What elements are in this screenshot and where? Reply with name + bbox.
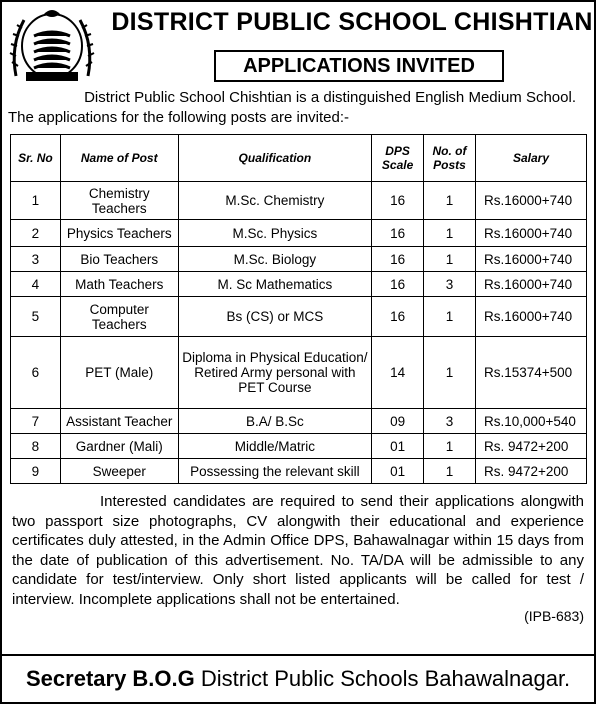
cell-qualification: Diploma in Physical Education/ Retired Army personal with PET Course: [178, 337, 372, 409]
cell-posts: 1: [424, 459, 476, 484]
cell-salary: Rs.16000+740: [475, 247, 586, 272]
table-row: [11, 272, 587, 297]
cell-scale: 09: [372, 409, 424, 434]
footer-secretary: Secretary B.O.G: [26, 666, 195, 691]
cell-salary: Rs.16000+740: [475, 182, 586, 220]
cell-sr: 4: [11, 272, 61, 297]
cell-qualification: M.Sc. Biology: [178, 247, 372, 272]
cell-sr: 2: [11, 220, 61, 247]
cell-salary: Rs.16000+740: [475, 297, 586, 337]
col-post: Name of Post: [60, 135, 178, 182]
cell-qualification: Possessing the relevant skill: [178, 459, 372, 484]
cell-post: Gardner (Mali): [60, 434, 178, 459]
posts-table: [10, 134, 587, 484]
cell-qualification: Bs (CS) or MCS: [178, 297, 372, 337]
cell-salary: Rs.10,000+540: [475, 409, 586, 434]
cell-posts: 1: [424, 182, 476, 220]
subtitle: APPLICATIONS INVITED: [214, 50, 504, 82]
page-title: DISTRICT PUBLIC SCHOOL CHISHTIAN: [111, 8, 593, 36]
cell-qualification: Middle/Matric: [178, 434, 372, 459]
cell-sr: 7: [11, 409, 61, 434]
cell-posts: 3: [424, 272, 476, 297]
cell-sr: 3: [11, 247, 61, 272]
cell-scale: 01: [372, 459, 424, 484]
header: [2, 2, 594, 88]
col-sr: Sr. No: [11, 135, 61, 182]
cell-qualification: M. Sc Mathematics: [178, 272, 372, 297]
instructions-text: Interested candidates are required to send their applications alongwith two passport size photographs, CV alongwith their educational and experience certificates duly attested, in the Admin Office DPS, Bahawalnagar within 15 days from the date of publication of this advertisement. No. TA/DA will be admissible to any candidate for test/interview. Only short listed applicants will be called for test / interview. Incomplete applications shall not be entertained.: [12, 493, 584, 608]
cell-posts: 1: [424, 434, 476, 459]
table-row: [11, 297, 587, 337]
cell-post: PET (Male): [60, 337, 178, 409]
cell-scale: 16: [372, 182, 424, 220]
cell-salary: Rs.16000+740: [475, 220, 586, 247]
cell-sr: 1: [11, 182, 61, 220]
col-scale: DPS Scale: [372, 135, 424, 182]
footer-organization: District Public Schools Bahawalnagar.: [200, 666, 571, 691]
intro: [2, 88, 594, 128]
table-row: [11, 247, 587, 272]
cell-salary: Rs.15374+500: [475, 337, 586, 409]
cell-post: Sweeper: [60, 459, 178, 484]
cell-posts: 1: [424, 337, 476, 409]
cell-salary: Rs. 9472+200: [475, 434, 586, 459]
cell-post: Chemistry Teachers: [60, 182, 178, 220]
cell-qualification: M.Sc. Chemistry: [178, 182, 372, 220]
table-row: [11, 337, 587, 409]
cell-post: Math Teachers: [60, 272, 178, 297]
cell-post: Physics Teachers: [60, 220, 178, 247]
table-row: [11, 459, 587, 484]
cell-qualification: B.A/ B.Sc: [178, 409, 372, 434]
cell-sr: 8: [11, 434, 61, 459]
cell-scale: 01: [372, 434, 424, 459]
instructions-paragraph: [2, 484, 594, 610]
cell-qualification: M.Sc. Physics: [178, 220, 372, 247]
table-header-row: [11, 135, 587, 182]
cell-posts: 1: [424, 247, 476, 272]
cell-scale: 16: [372, 247, 424, 272]
cell-scale: 16: [372, 220, 424, 247]
cell-post: Assistant Teacher: [60, 409, 178, 434]
cell-scale: 14: [372, 337, 424, 409]
cell-post: Bio Teachers: [60, 247, 178, 272]
cell-scale: 16: [372, 297, 424, 337]
col-salary: Salary: [475, 135, 586, 182]
footer: [2, 654, 594, 702]
col-qualification: Qualification: [178, 135, 372, 182]
punjab-emblem-icon: [6, 6, 98, 84]
cell-post: Computer Teachers: [60, 297, 178, 337]
cell-sr: 9: [11, 459, 61, 484]
cell-salary: Rs. 9472+200: [475, 459, 586, 484]
table-row: [11, 434, 587, 459]
cell-posts: 1: [424, 297, 476, 337]
table-row: [11, 409, 587, 434]
cell-sr: 5: [11, 297, 61, 337]
cell-salary: Rs.16000+740: [475, 272, 586, 297]
table-row: [11, 182, 587, 220]
intro-line-1: District Public School Chishtian is a distinguished English Medium School.: [84, 89, 576, 106]
cell-sr: 6: [11, 337, 61, 409]
cell-posts: 3: [424, 409, 476, 434]
cell-posts: 1: [424, 220, 476, 247]
reference-number: (IPB-683): [524, 607, 584, 624]
intro-line-2: The applications for the following posts are invited:-: [8, 109, 350, 126]
table-row: [11, 220, 587, 247]
col-posts: No. of Posts: [424, 135, 476, 182]
cell-scale: 16: [372, 272, 424, 297]
